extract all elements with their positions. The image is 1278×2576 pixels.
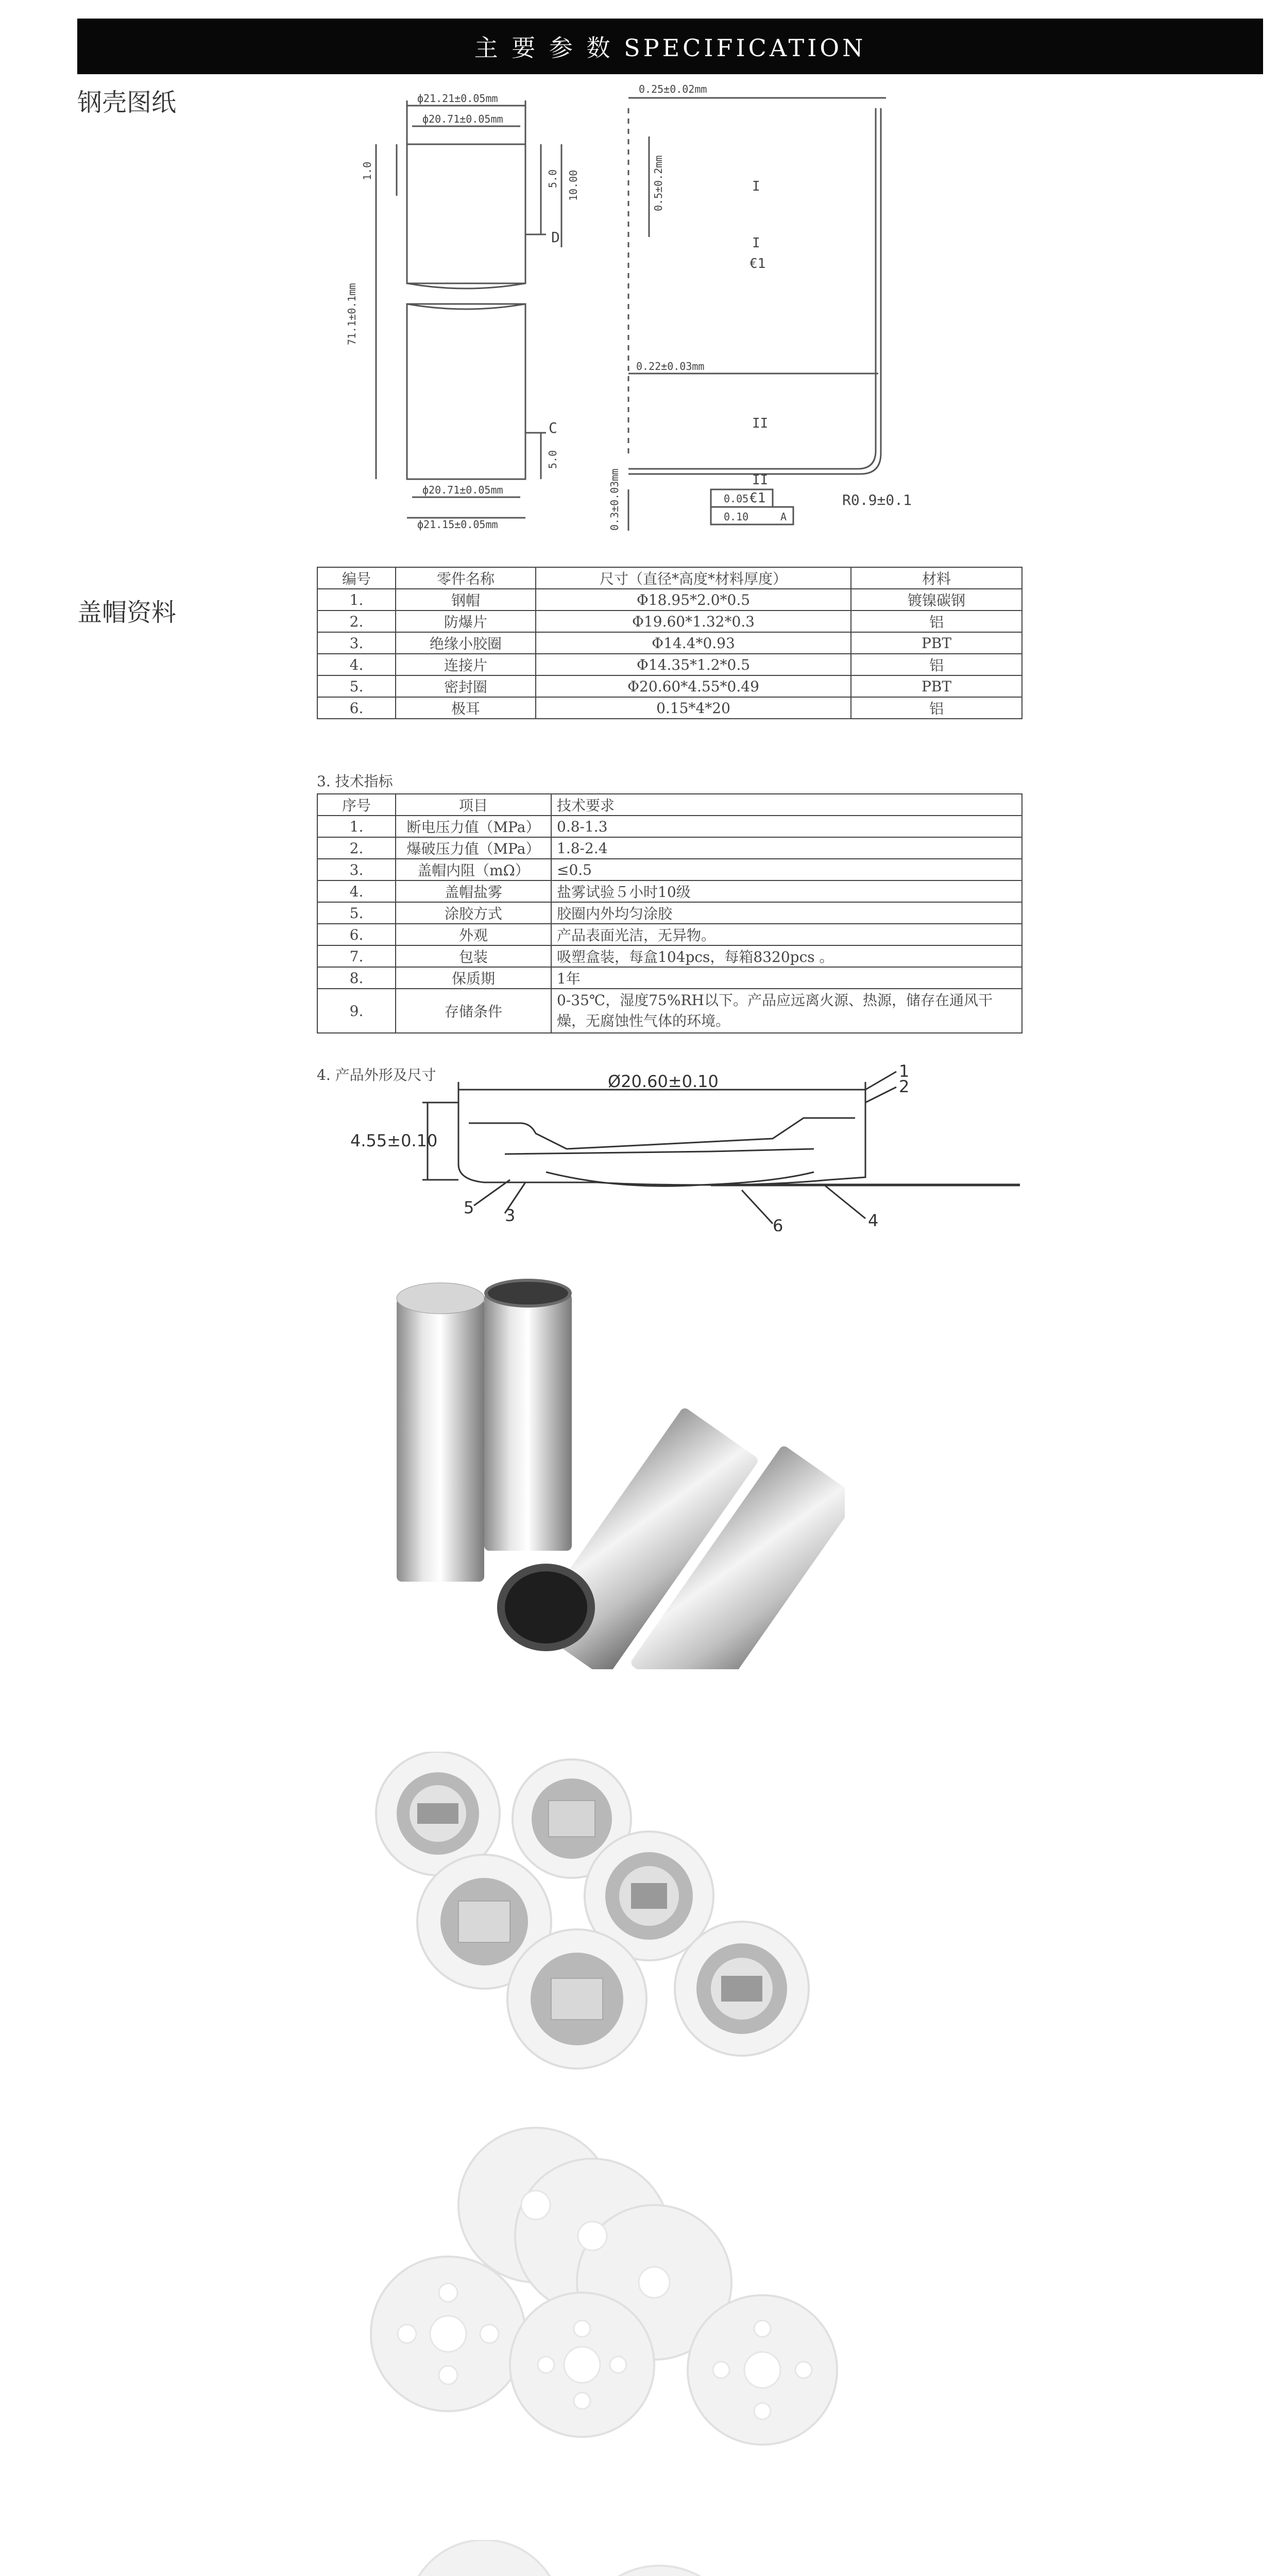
cell: 铝 xyxy=(851,611,1022,632)
dim-radius: R0.9±0.1 xyxy=(842,492,912,509)
table-row xyxy=(317,697,1022,719)
cell: 密封圈 xyxy=(396,675,536,697)
tech-col-item: 项目 xyxy=(396,794,551,816)
cell: 胶圈内外均匀涂胶 xyxy=(551,902,1022,924)
dim-total-height: 71.1±0.1mm xyxy=(346,283,358,345)
outline-height: 4.55±0.10 xyxy=(350,1131,438,1150)
cell: 保质期 xyxy=(396,967,551,989)
table-row xyxy=(317,967,1022,989)
parts-col-size: 尺寸（直径*高度*材料厚度） xyxy=(536,567,851,589)
cell: 包装 xyxy=(396,945,551,967)
tolerance-b: 0.10 xyxy=(724,511,749,523)
cell: 吸塑盒装，每盒104pcs，每箱8320pcs 。 xyxy=(551,945,1022,967)
parts-header-row xyxy=(317,567,1022,589)
steel-shell-label: 钢壳图纸 xyxy=(77,88,177,117)
cell: 8. xyxy=(317,967,396,989)
table-row xyxy=(317,589,1022,611)
cell: 6. xyxy=(317,697,396,719)
dim-wall-bottom: 0.22±0.03mm xyxy=(636,360,705,372)
dim-bottom-inner: ф20.71±0.05mm xyxy=(422,484,503,496)
cell: 存储条件 xyxy=(396,989,551,1033)
tube-upper-outline xyxy=(407,144,525,283)
cell: 4. xyxy=(317,654,396,675)
outline-title: 4. 产品外形及尺寸 xyxy=(317,1066,436,1083)
cell: 5. xyxy=(317,902,396,924)
cell: 镀镍碳钢 xyxy=(851,589,1022,611)
cell: 盖帽内阻（mΩ） xyxy=(396,859,551,880)
cell: 0.8-1.3 xyxy=(551,816,1022,837)
cap-outline-drawing xyxy=(350,1061,1020,1231)
table-row xyxy=(317,632,1022,654)
parts-col-name: 零件名称 xyxy=(396,567,536,589)
cell: 防爆片 xyxy=(396,611,536,632)
spec-banner xyxy=(77,19,1263,74)
cell: Φ20.60*4.55*0.49 xyxy=(536,675,851,697)
tech-title: 3. 技术指标 xyxy=(317,773,393,790)
dim-top-inner: ф20.71±0.05mm xyxy=(422,113,503,125)
table-row xyxy=(317,924,1022,945)
parts-table xyxy=(317,567,1023,719)
table-row xyxy=(317,837,1022,859)
table-row xyxy=(317,989,1022,1033)
dim-wall-mid: 0.5±0.2mm xyxy=(652,155,664,211)
cell: 极耳 xyxy=(396,697,536,719)
cell: 铝 xyxy=(851,654,1022,675)
cell: 钢帽 xyxy=(396,589,536,611)
dim-groove-b: 10.00 xyxy=(567,170,580,201)
cell: Φ14.35*1.2*0.5 xyxy=(536,654,851,675)
cell: 绝缘小胶圈 xyxy=(396,632,536,654)
tube-lower-outline xyxy=(407,304,525,479)
tech-header-row xyxy=(317,794,1022,816)
cell: 产品表面光洁，无异物。 xyxy=(551,924,1022,945)
cell: 7. xyxy=(317,945,396,967)
cap-assembly-photo xyxy=(371,1752,845,2081)
cell: Φ18.95*2.0*0.5 xyxy=(536,589,851,611)
zone-1: I xyxy=(752,179,760,194)
mark-c: C xyxy=(549,419,557,436)
tolerance-ref: A xyxy=(780,511,787,523)
table-row xyxy=(317,945,1022,967)
cell: ≤0.5 xyxy=(551,859,1022,880)
cell: 3. xyxy=(317,632,396,654)
steel-shell-photo xyxy=(381,1278,845,1669)
cell: 铝 xyxy=(851,697,1022,719)
cell: 5. xyxy=(317,675,396,697)
cell: 2. xyxy=(317,837,396,859)
cell: 1年 xyxy=(551,967,1022,989)
cell: 2. xyxy=(317,611,396,632)
cell: Φ14.4*0.93 xyxy=(536,632,851,654)
cell: PBT xyxy=(851,675,1022,697)
cell: 爆破压力值（MPa） xyxy=(396,837,551,859)
cell: 1. xyxy=(317,589,396,611)
cell: 9. xyxy=(317,989,396,1033)
washer-photo xyxy=(350,2540,814,2576)
table-row xyxy=(317,816,1022,837)
outline-n6: 6 xyxy=(773,1216,783,1231)
cell: 断电压力值（MPa） xyxy=(396,816,551,837)
table-row xyxy=(317,675,1022,697)
table-row xyxy=(317,654,1022,675)
dim-groove-a: 5.0 xyxy=(547,169,559,188)
cell: 盖帽盐雾 xyxy=(396,880,551,902)
outline-n4: 4 xyxy=(868,1211,879,1230)
dim-bottom-outer: ф21.15±0.05mm xyxy=(417,518,498,531)
cell: 6. xyxy=(317,924,396,945)
outline-n1: 1 xyxy=(899,1061,910,1081)
zone-2: II xyxy=(752,416,769,431)
dim-base-height: 0.3±0.03mm xyxy=(608,468,621,531)
banner-title: 主 要 参 数 SPECIFICATION xyxy=(474,34,866,62)
cell: 0-35℃，湿度75%RH以下。产品应远离火源、热源，储存在通风干燥，无腐蚀性气体的环境。 xyxy=(551,989,1022,1033)
dim-wall-top: 0.25±0.02mm xyxy=(639,83,707,95)
zone-2b: II xyxy=(752,472,769,488)
outline-n5: 5 xyxy=(464,1198,474,1217)
tech-col-req: 技术要求 xyxy=(551,794,1022,816)
cell: 涂胶方式 xyxy=(396,902,551,924)
outline-diameter: Ø20.60±0.10 xyxy=(608,1072,719,1091)
cell: 3. xyxy=(317,859,396,880)
table-row xyxy=(317,880,1022,902)
cell: 外观 xyxy=(396,924,551,945)
parts-col-no: 编号 xyxy=(317,567,396,589)
table-row xyxy=(317,902,1022,924)
cell: Φ19.60*1.32*0.3 xyxy=(536,611,851,632)
cap-info-label: 盖帽资料 xyxy=(77,598,177,627)
dim-top-outer: ф21.21±0.05mm xyxy=(417,92,498,105)
cell: 1.8-2.4 xyxy=(551,837,1022,859)
outline-n2: 2 xyxy=(899,1077,910,1096)
cell: 1. xyxy=(317,816,396,837)
table-row xyxy=(317,611,1022,632)
steel-shell-drawing xyxy=(340,77,958,531)
table-row xyxy=(317,859,1022,880)
cell: 盐雾试验５小时10级 xyxy=(551,880,1022,902)
parts-col-material: 材料 xyxy=(851,567,1022,589)
marker-e1: €1 xyxy=(749,256,766,272)
zone-1b: I xyxy=(752,235,760,251)
tech-col-no: 序号 xyxy=(317,794,396,816)
gasket-photo xyxy=(350,2123,845,2483)
dim-top-height: 1.0 xyxy=(361,161,373,180)
cell: PBT xyxy=(851,632,1022,654)
cell: 4. xyxy=(317,880,396,902)
tech-table xyxy=(317,793,1023,1033)
tolerance-a: 0.05 xyxy=(724,493,749,505)
marker-e1b: €1 xyxy=(749,490,766,506)
mark-d: D xyxy=(551,229,560,246)
cell: 0.15*4*20 xyxy=(536,697,851,719)
outline-n3: 3 xyxy=(505,1206,516,1225)
dim-bottom-height: 5.0 xyxy=(547,450,559,469)
cell: 连接片 xyxy=(396,654,536,675)
